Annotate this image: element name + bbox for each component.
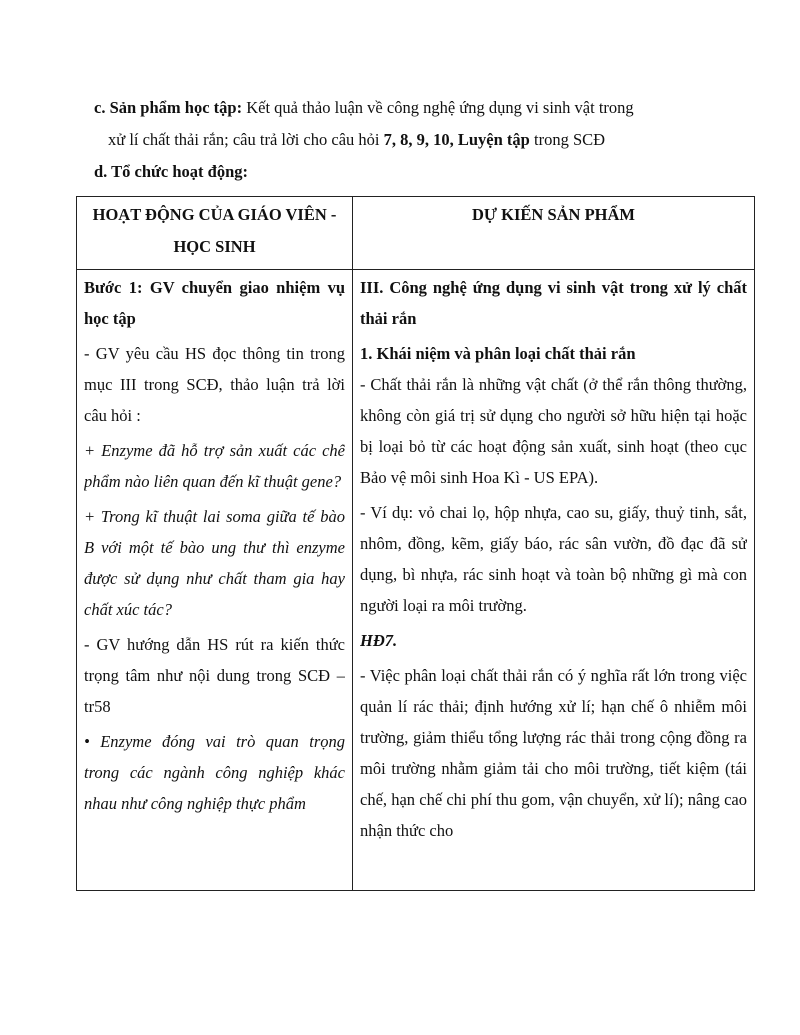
definition-paragraph: - Chất thải rắn là những vật chất (ở thể rắn thông thường, không còn giá trị sử dụng cho người sở hữu hiện tại hoặc bị loại bỏ từ các hoạt động sản xuất, sinh hoạt (theo cục Bảo vệ môi sinh Hoa Kì - US EPA). — [360, 375, 747, 487]
question-2: + Trong kĩ thuật lai soma giữa tế bào B với một tế bào ung thư thì enzyme được sử dụng như chất tham gia hay chất xúc tác? — [84, 507, 345, 619]
teacher-student-cell — [77, 270, 353, 891]
step-1-heading: Bước 1: GV chuyển giao nhiệm vụ học tập — [84, 278, 345, 328]
learning-product-paragraph — [94, 92, 754, 156]
header-teacher-student: HOẠT ĐỘNG CỦA GIÁO VIÊN - HỌC SINH — [77, 197, 353, 270]
question-1: + Enzyme đã hỗ trợ sản xuất các chế phẩm nào liên quan đến kĩ thuật gene? — [84, 441, 345, 491]
classification-paragraph: - Việc phân loại chất thải rắn có ý nghĩa rất lớn trong việc quản lí rác thải; định hướng xử lí; hạn chế ô nhiễm môi trường, giảm thiểu tổng lượng rác thải trong cộng đồng ra môi trường nhằm giảm tải cho môi trường, tiết kiệm (tái chế, hạn chế chi phí thu gom, vận chuyển, xử lí); nâng cao nhận thức cho — [360, 666, 747, 840]
section-title: III. Công nghệ ứng dụng vi sinh vật trong xử lý chất thải rắn — [360, 278, 747, 328]
example-paragraph: - Ví dụ: vỏ chai lọ, hộp nhựa, cao su, giấy, thuỷ tinh, sắt, nhôm, đồng, kẽm, giấy báo, rác sân vườn, đồ đạc đã sử dụng, bì nhựa, rác sinh hoạt và toàn bộ những gì mà con người loại ra môi trường. — [360, 503, 747, 615]
guidance-paragraph: - GV hướng dẫn HS rút ra kiến thức trọng tâm như nội dung trong SCĐ – tr58 — [84, 635, 345, 716]
header-expected-product: DỰ KIẾN SẢN PHẨM — [353, 197, 755, 270]
learning-product-label: c. Sản phẩm học tập: — [94, 98, 243, 117]
learning-product-text-2: xử lí chất thải rắn; câu trả lời cho câu hỏi — [108, 130, 384, 149]
table-row — [77, 270, 755, 891]
question-numbers: 7, 8, 9, 10, Luyện tập — [383, 130, 530, 149]
expected-product-cell — [353, 270, 755, 891]
instruction-paragraph: - GV yêu cầu HS đọc thông tin trong mục III trong SCĐ, thảo luận trả lời câu hỏi : — [84, 344, 345, 425]
learning-product-text: Kết quả thảo luận về công nghệ ứng dụng vi sinh vật trong — [242, 98, 634, 117]
activity-table — [76, 196, 755, 891]
learning-product-tail: trong SCĐ — [529, 130, 606, 149]
enzyme-role-paragraph: • Enzyme đóng vai trò quan trọng trong các ngành công nghiệp khác nhau như công nghiệp thực phẩm — [84, 732, 345, 813]
activity-organization-heading: d. Tổ chức hoạt động: — [94, 162, 249, 181]
intro-section — [94, 92, 754, 188]
subsection-title: 1. Khái niệm và phân loại chất thải rắn — [360, 344, 636, 363]
table-header-row — [77, 197, 755, 270]
hd7-label: HĐ7. — [360, 631, 398, 650]
